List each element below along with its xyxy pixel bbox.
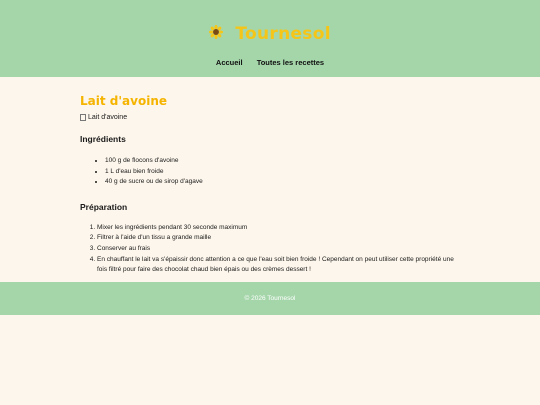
step-item: 2. Filtrer à l'aide d'un tissu a grande maille [97,233,460,244]
recipe-content [80,94,460,276]
step-item: 4. En chauffant le lait va s'épaissir donc attention a ce que l'eau soit bien froide ! Cependant on peut utiliser cette propriété une fois filtré pour faire des chocolat chaud bien épais ou des crèmes dessert ! [97,255,460,276]
ingredients-list [80,156,460,188]
broken-image-icon [80,114,86,121]
recipe-image [80,114,460,121]
step-item: 3. Conserver au frais [97,244,460,255]
sunflower-icon [209,24,223,44]
preparation-steps [80,223,460,276]
site-footer [0,282,540,315]
ingredient-item: • 100 g de flocons d'avoine [105,156,460,167]
nav-link-home[interactable]: Accueil [215,58,243,67]
main-nav [0,58,540,67]
preparation-heading: Préparation [80,201,128,212]
site-brand[interactable] [0,24,540,44]
site-header [0,0,540,77]
image-alt-text: Lait d'avoine [88,114,128,121]
step-item: 1. Mixer les ingrédients pendant 30 seconde maximum [97,223,460,234]
ingredients-heading: Ingrédients [80,134,126,144]
ingredient-item: • 40 g de sucre ou de sirop d'agave [105,177,460,188]
recipe-title: Lait d'avoine [80,94,167,108]
nav-link-all-recipes[interactable]: Toutes les recettes [256,58,325,67]
footer-copyright: © 2026 Tournesol [244,295,296,302]
brand-name: Tournesol [235,24,331,44]
ingredient-item: • 1 L d'eau bien froide [105,167,460,178]
